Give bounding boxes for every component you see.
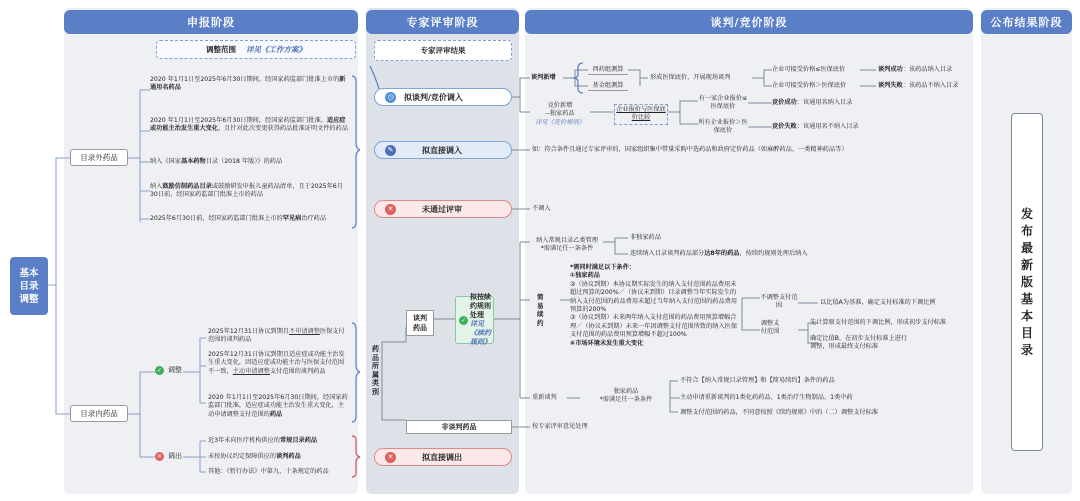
outside-drugs-node: 目录外药品 bbox=[70, 149, 128, 166]
clock-icon: ◷ bbox=[385, 92, 396, 103]
direct-out-label: 拟直接调出 bbox=[422, 452, 462, 462]
western-group: 西药组测算 bbox=[588, 66, 628, 75]
adjust-scope-label: 调整范围 bbox=[206, 45, 236, 54]
condition-item: ②（协议到期）本协议期实际发生的纳入支付范围药品费用未超过预算的200%／（协议未到期）目录调整当年实际发生的纳入支付范围的药品费用未超过当年纳入支付范围的药品费用预算的200% bbox=[570, 280, 738, 314]
re-cond: *需满足任一条条件 bbox=[599, 396, 653, 404]
all-gt: 所有企业报价＞医保底价 bbox=[698, 119, 748, 135]
adjust-label: 调整 bbox=[168, 366, 182, 374]
check-icon: ✓ bbox=[460, 316, 467, 324]
criterion-item: 2020 年1月1日至2025年6月30日期间，经国家药监部门批准，适应症或功能主治发生重大变化，且针对此次变更获得药品批准证明文件的药品 bbox=[150, 117, 348, 133]
talk-fail: 谈判失败：该药品不纳入目录 bbox=[878, 82, 959, 89]
criterion-item: 2025年12月31日协议到期且不申请调整医保支付范围的谈判药品 bbox=[208, 328, 345, 344]
bid-new-label: 竞价新增 bbox=[547, 102, 573, 109]
re-talk-block bbox=[584, 388, 668, 405]
close-icon: ✕ bbox=[385, 204, 396, 215]
inside-drugs-node: 目录内药品 bbox=[70, 405, 128, 422]
form-price-text: 形成医保底价，开展现场谈判 bbox=[650, 74, 731, 81]
re-talk-item: 主动申请重新谈判的1类化药药品、1类治疗生物制品、1类中药 bbox=[680, 394, 853, 401]
direct-out-node[interactable] bbox=[374, 448, 512, 466]
offer-le: 企业可接受价格≤医保底价 bbox=[772, 66, 846, 73]
adjust-scope-ref[interactable]: 详见《工作方案》 bbox=[246, 45, 306, 54]
exclusive-label: 独家药品 bbox=[613, 388, 639, 395]
condition-item: ④市场环境未发生重大变化 bbox=[570, 339, 644, 347]
criterion-item: 纳入《国家基本药物目录（2018 年版）》的药品 bbox=[150, 158, 283, 165]
non-negotiated-node: 非谈判药品 bbox=[406, 420, 512, 434]
talk-success: 谈判成功：该药品纳入目录 bbox=[878, 66, 953, 73]
not-included: 不调入 bbox=[532, 205, 551, 212]
check-icon: ✓ bbox=[156, 367, 163, 374]
adjust-node bbox=[155, 366, 182, 375]
drug-category-label: 药品所属类别 bbox=[372, 345, 379, 396]
re-talk-label: 重新谈判 bbox=[532, 394, 557, 401]
publish-text: 发布最新版基本目录 bbox=[1021, 206, 1034, 357]
adjust-scope-text1: 先计算原支付范围的下调比例，形成初步支付标准 bbox=[810, 319, 947, 326]
to-negotiate-node[interactable] bbox=[374, 88, 512, 106]
review-result-box: 专家评审结果 bbox=[374, 40, 512, 61]
criterion-item: 纳入鼓励仿制药品目录或鼓励研发申报儿童药品清单，且于2025年6月30日前，经国家药监部门批准上市的药品 bbox=[150, 183, 343, 199]
renewal-ref[interactable]: 详见《续约规则》 bbox=[470, 320, 491, 346]
simple-renew-label: 简易续约 bbox=[537, 293, 544, 327]
adjust-scope-box bbox=[156, 40, 356, 59]
cond-title: *需同时满足以下条件： bbox=[570, 264, 636, 271]
negotiated-drug-node: 谈判药品 bbox=[406, 310, 434, 336]
renewal-node[interactable] bbox=[455, 293, 494, 346]
adjust-scope-text2: 确定比值B，在初步支付标准上进行调整，形成最终支付标准 bbox=[810, 335, 908, 351]
criterion-item: 近3年未向医疗机构供应的常规目录药品 bbox=[208, 437, 318, 444]
talk-new-label: 谈判新增 bbox=[531, 74, 556, 81]
header-declare: 申报阶段 bbox=[64, 10, 358, 34]
remove-node bbox=[155, 452, 182, 461]
direct-in-label: 拟直接调入 bbox=[422, 145, 462, 155]
re-talk-item: 调整支付范围的药品，不同意按照《续约规则》中的（二）调整支付标准 bbox=[680, 409, 878, 416]
condition-item: ①独家药品 bbox=[570, 272, 600, 280]
regular-cond: *需满足任一条条件 bbox=[540, 245, 594, 253]
criterion-item: 其他：《暂行办法》中第九、十条规定的药品 bbox=[208, 468, 329, 475]
bid-rule-ref[interactable]: 详见《竞价规则》 bbox=[535, 118, 585, 126]
adjust-scope-node: 调整支付范围 bbox=[760, 320, 780, 336]
direct-in-node[interactable] bbox=[374, 141, 512, 159]
non-exclusive: 非独家药品 bbox=[630, 234, 661, 241]
no-adjust-text: 以比值A为基准，确定支付标准的下调比例 bbox=[820, 299, 936, 306]
tcm-group: 基金组测算 bbox=[588, 82, 628, 91]
criterion-item: 2025年6月30日前，经国家药监部门批准上市的罕见病治疗药品 bbox=[150, 215, 327, 222]
header-review: 专家评审阶段 bbox=[366, 10, 519, 34]
bid-success: 竞价成功：该通用名纳入目录 bbox=[772, 99, 853, 106]
pencil-icon: ✎ bbox=[385, 145, 396, 156]
bid-new-block bbox=[531, 102, 589, 127]
close-icon: ✕ bbox=[156, 453, 163, 460]
criterion-item: 未按协议约定保障供应的谈判药品 bbox=[208, 453, 301, 460]
direct-example: 如：符合条件且通过专家评审的，国家组织集中带量采购中选药品和政府定价药品（如麻醉药品、一类精神药品等） bbox=[532, 146, 848, 153]
criterion-item: 2025年12月31日协议到期且适应症或功能主治发生重大变化，因适应症或功能主治与医保支付范围不一致，主动申请调整支付范围的谈判药品 bbox=[208, 351, 345, 375]
no-adjust: 不调整支付范围 bbox=[760, 294, 798, 310]
criterion-item: 2020 年1月1日至2025年6月30日期间，经国家药监部门批准上市的新通用名药品 bbox=[150, 76, 346, 92]
condition-item: ③（协议到期）未来两年纳入支付范围的药品费用预算增幅合理／（协议未到期）未来一年因调整支付范围所致的纳入医保支付范围的药品费用预算增幅不超过100% bbox=[570, 314, 738, 339]
publish-box bbox=[1011, 113, 1043, 451]
close-icon: ✕ bbox=[385, 452, 396, 463]
condition-list bbox=[570, 272, 742, 348]
re-talk-item: 不符合【纳入常规目录管理】和【简易续约】条件的药品 bbox=[680, 377, 835, 384]
regular-mgmt: 纳入常规目录乙类管理 bbox=[536, 237, 598, 244]
offer-gt: 企业可接受价格＞医保底价 bbox=[772, 82, 847, 89]
bid-fail: 竞价失败：该通用名不纳入目录 bbox=[772, 123, 859, 130]
rejected-label: 未通过评审 bbox=[422, 204, 462, 214]
compare-box: 企业报价与医保底价比较 bbox=[614, 104, 668, 125]
remove-label: 调出 bbox=[168, 452, 182, 460]
criterion-item: 2020 年1月1日至2025年6月30日期间，经国家药监部门批准，适应症或功能主治发生重大变化，主动申请调整支付范围的药品 bbox=[208, 394, 348, 418]
conditions-block bbox=[570, 264, 742, 348]
one-le: 有一家企业报价≤医保底价 bbox=[698, 95, 748, 111]
header-publish: 公布结果阶段 bbox=[981, 10, 1072, 34]
regular-block bbox=[531, 237, 603, 254]
rejected-node[interactable] bbox=[374, 200, 512, 218]
header-negotiate: 谈判/竞价阶段 bbox=[525, 10, 973, 34]
root-node: 基本目录调整 bbox=[10, 257, 48, 315]
bid-new-exclusive: --独家药品 bbox=[545, 110, 575, 118]
by-expert: 按专家评审意见处理 bbox=[532, 423, 588, 430]
renewal-label: 拟按续约规则处理 bbox=[470, 293, 491, 319]
renewal-8yr: 连续纳入目录谈判药品部分达8年的药品，按续约规则处理后纳入 bbox=[630, 250, 808, 257]
to-negotiate-label: 拟谈判/竞价调入 bbox=[404, 92, 463, 102]
